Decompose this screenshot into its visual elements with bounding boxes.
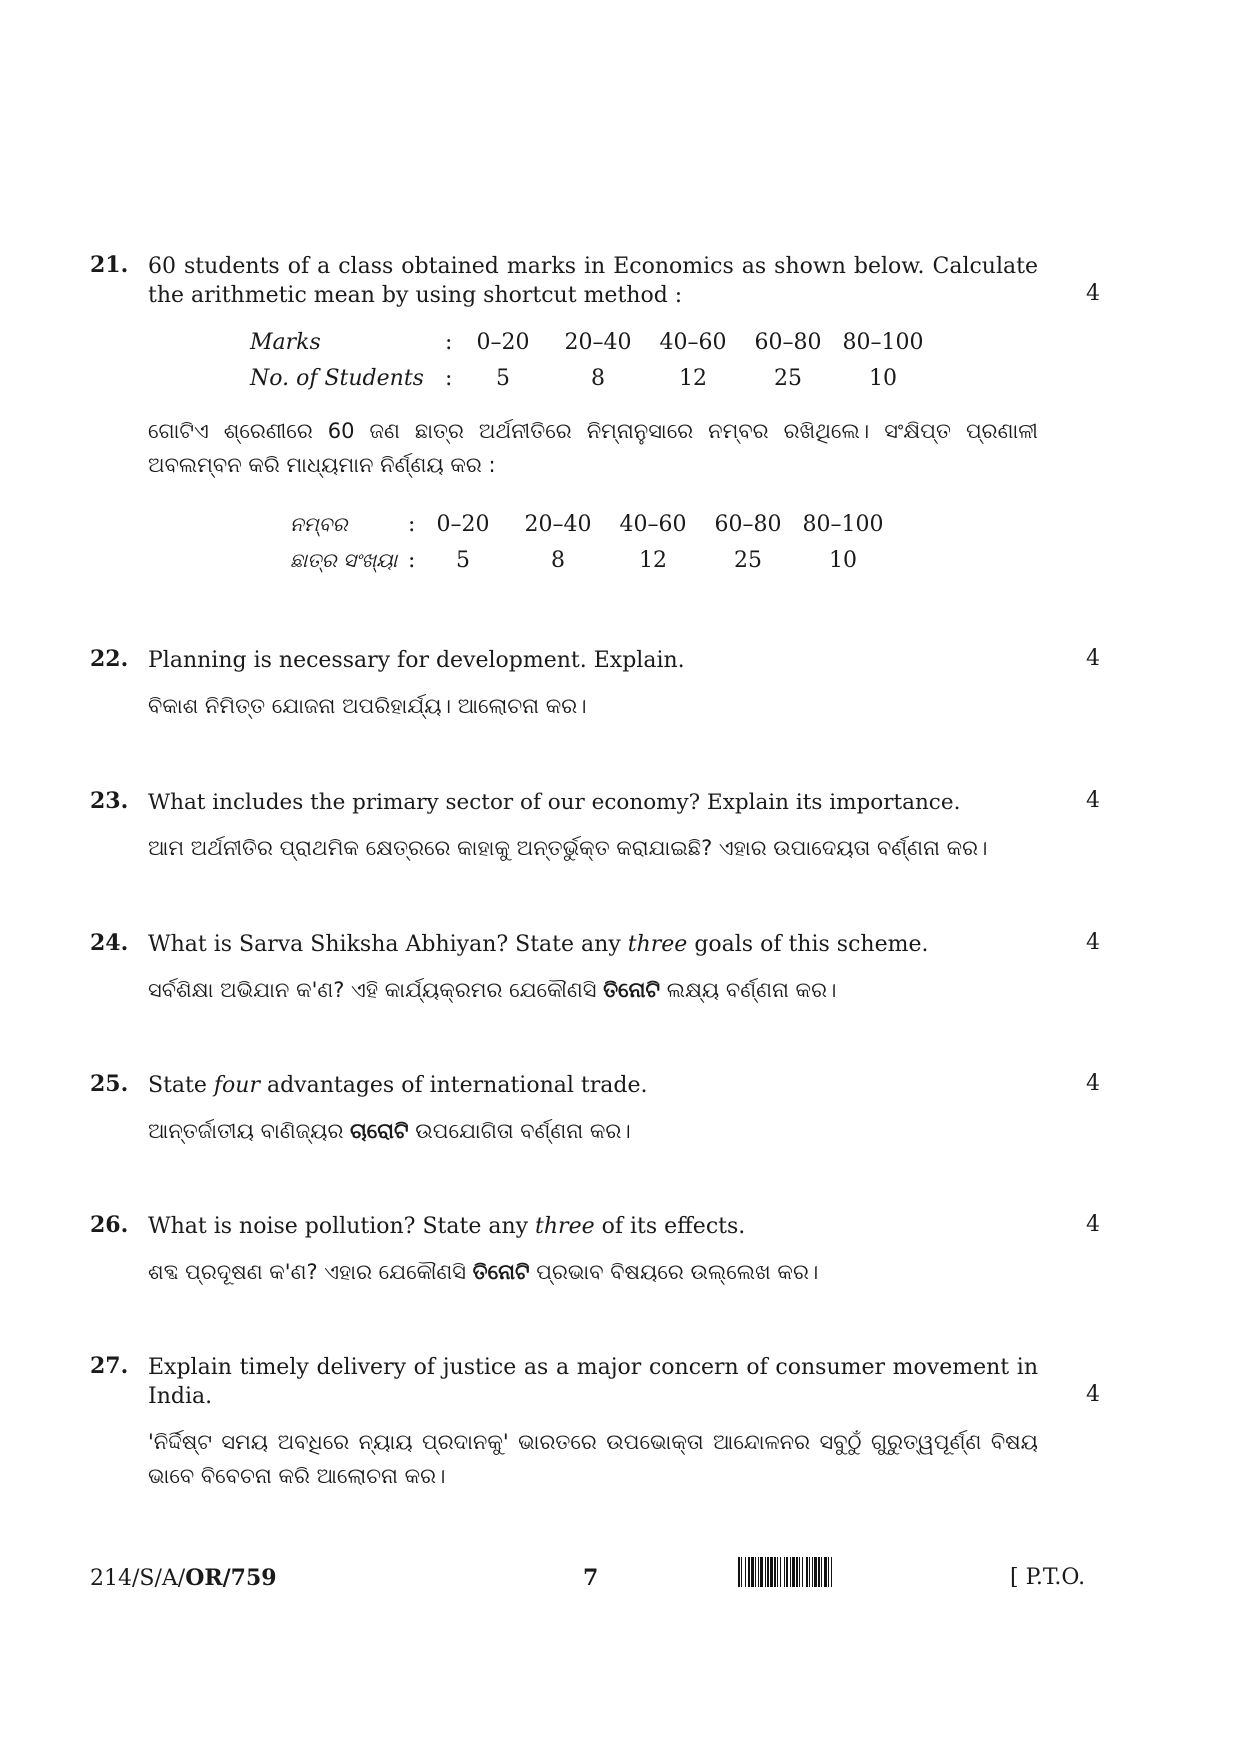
emphasis: four	[213, 1073, 260, 1098]
table-cell: 10	[869, 366, 897, 391]
table-row	[290, 512, 930, 548]
table-cell: 25	[734, 548, 762, 573]
text-segment: ଉପଯୋଗିତା ବର୍ଣ୍ଣନା କର।	[408, 1119, 631, 1143]
question-text-odia	[148, 973, 1038, 1007]
table-cell: 40–60	[659, 330, 727, 355]
question-number: 25.	[90, 1071, 129, 1097]
table-cell: 5	[496, 366, 510, 391]
table-cell: 60–80	[754, 330, 822, 355]
colon: :	[408, 512, 416, 537]
question-text-odia: ଆମ ଅର୍ଥନୀତିର ପ୍ରାଥମିକ କ୍ଷେତ୍ରରେ କାହାକୁ ଅନ୍ତର୍ଭୁକ୍ତ କରାଯାଇଛି? ଏହାର ଉପାଦେୟତା ବର୍ଣ୍ଣନା କର।	[148, 836, 988, 860]
table-cell: 10	[829, 548, 857, 573]
table-cell: 20–40	[564, 330, 632, 355]
colon: :	[408, 548, 416, 573]
question-21-odia	[90, 414, 1100, 482]
paper-code	[90, 1565, 277, 1591]
paper-code-suffix: OR/759	[185, 1565, 277, 1591]
text-segment: State	[148, 1073, 214, 1098]
question-number: 26.	[90, 1212, 129, 1238]
table-cell: 12	[639, 548, 667, 573]
question-text-english: Explain timely delivery of justice as a major concern of consumer movement in India.	[148, 1355, 1038, 1409]
question-text-odia	[148, 1255, 1038, 1289]
question-number: 27.	[90, 1353, 129, 1379]
question-number: 21.	[90, 252, 129, 278]
table-cell: 8	[591, 366, 605, 391]
table-cell: 20–40	[524, 512, 592, 537]
data-table-odia	[290, 512, 930, 584]
question-26	[90, 1212, 1100, 1289]
emphasis: three	[535, 1214, 595, 1239]
text-segment: ଶବ୍ଦ ପ୍ରଦୂଷଣ କ'ଣ? ଏହାର ଯେକୌଣସି	[148, 1260, 473, 1284]
question-text-english	[148, 930, 1038, 959]
text-segment: of its effects.	[594, 1214, 746, 1239]
table-cell: 80–100	[842, 330, 924, 355]
table-cell: 5	[456, 548, 470, 573]
question-number: 22.	[90, 646, 129, 672]
text-segment: advantages of international trade.	[259, 1073, 648, 1098]
question-text-odia: ଗୋଟିଏ ଶ୍ରେଣୀରେ 60 ଜଣ ଛାତ୍ର ଅର୍ଥନୀତିରେ ନିମ୍ନାନୁସାରେ ନମ୍ବର ରଖିଥିଲେ। ସଂକ୍ଷିପ୍ତ ପ୍ରଣାଳୀ ଅବଲମ୍ବନ କରି ମାଧ୍ୟମାନ ନିର୍ଣ୍ଣୟ କର :	[148, 419, 1038, 477]
marks: 4	[1086, 1212, 1100, 1237]
table-cell: 25	[774, 366, 802, 391]
table-row	[250, 366, 930, 402]
marks: 4	[1086, 646, 1100, 671]
emphasis: ତିନୋଟି	[603, 978, 661, 1002]
marks: 4	[1086, 1071, 1100, 1096]
barcode-icon	[738, 1557, 998, 1587]
table-cell: 40–60	[619, 512, 687, 537]
row-label: ଛାତ୍ର ସଂଖ୍ୟା	[290, 548, 398, 572]
question-25	[90, 1071, 1100, 1148]
barcode-bar	[832, 1557, 834, 1587]
marks: 4	[1086, 281, 1100, 306]
marks: 4	[1086, 930, 1100, 955]
text-segment: ପ୍ରଭାବ ବିଷୟରେ ଉଲ୍ଲେଖ କର।	[529, 1260, 819, 1284]
question-text-english: 60 students of a class obtained marks in Economics as shown below. Calculate the arithmetic mean by using shortcut method :	[148, 254, 1038, 308]
table-cell: 60–80	[714, 512, 782, 537]
colon: :	[445, 330, 453, 355]
text-segment: What is noise pollution? State any	[148, 1214, 536, 1239]
row-label: Marks	[250, 330, 321, 355]
question-text-english: Planning is necessary for development. Explain.	[148, 648, 685, 673]
text-segment: ସର୍ବଶିକ୍ଷା ଅଭିଯାନ କ'ଣ? ଏହି କାର୍ଯ୍ୟକ୍ରମର ଯେକୌଣସି	[148, 978, 604, 1002]
data-table-english	[250, 330, 930, 402]
paper-code-prefix: 214/S/A/	[90, 1566, 186, 1591]
pto-label: [ P.T.O.	[1010, 1565, 1086, 1590]
question-text-odia	[148, 1114, 1038, 1148]
text-segment: ଆନ୍ତର୍ଜାତୀୟ ବାଣିଜ୍ୟର	[148, 1119, 351, 1143]
table-row	[250, 330, 930, 366]
question-23	[90, 788, 1100, 865]
question-text-odia: ବିକାଶ ନିମିତ୍ତ ଯୋଜନା ଅପରିହାର୍ଯ୍ୟ। ଆଲୋଚନା କର।	[148, 694, 587, 718]
question-24	[90, 930, 1100, 1007]
row-label: ନମ୍ବର	[290, 512, 348, 536]
emphasis: ତିନୋଟି	[472, 1260, 530, 1284]
question-text-english	[148, 1212, 1038, 1241]
text-segment: What is Sarva Shiksha Abhiyan? State any	[148, 932, 628, 957]
marks: 4	[1086, 788, 1100, 813]
emphasis: three	[627, 932, 688, 957]
table-cell: 12	[679, 366, 707, 391]
page-number: 7	[583, 1565, 599, 1591]
colon: :	[445, 366, 453, 391]
table-cell: 80–100	[802, 512, 884, 537]
table-cell: 8	[551, 548, 565, 573]
question-number: 24.	[90, 930, 129, 956]
emphasis: ଚାରୋଟି	[350, 1119, 409, 1143]
question-22	[90, 646, 1100, 723]
question-21	[90, 252, 1100, 310]
question-27	[90, 1353, 1100, 1493]
text-segment: goals of this scheme.	[687, 932, 929, 957]
question-number: 23.	[90, 788, 129, 814]
text-segment: ଲକ୍ଷ୍ୟ ବର୍ଣ୍ଣନା କର।	[660, 978, 837, 1002]
table-row	[290, 548, 930, 584]
question-text-odia: 'ନିର୍ଦ୍ଦିଷ୍ଟ ସମୟ ଅବଧିରେ ନ୍ୟାୟ ପ୍ରଦାନକୁ' ଭାରତରେ ଉପଭୋକ୍ତା ଆନ୍ଦୋଳନର ସବୁଠୁଁ ଗୁରୁତ୍ୱପୂର୍ଣ୍ଣ ବିଷୟ ଭାବେ ବିବେଚନା କରି ଆଲୋଚନା କର।	[148, 1430, 1038, 1488]
question-text-english: What includes the primary sector of our economy? Explain its importance.	[148, 790, 961, 815]
question-text-english	[148, 1071, 1038, 1100]
marks: 4	[1086, 1382, 1100, 1407]
table-cell: 0–20	[476, 330, 530, 355]
row-label: No. of Students	[250, 366, 424, 391]
table-cell: 0–20	[436, 512, 490, 537]
